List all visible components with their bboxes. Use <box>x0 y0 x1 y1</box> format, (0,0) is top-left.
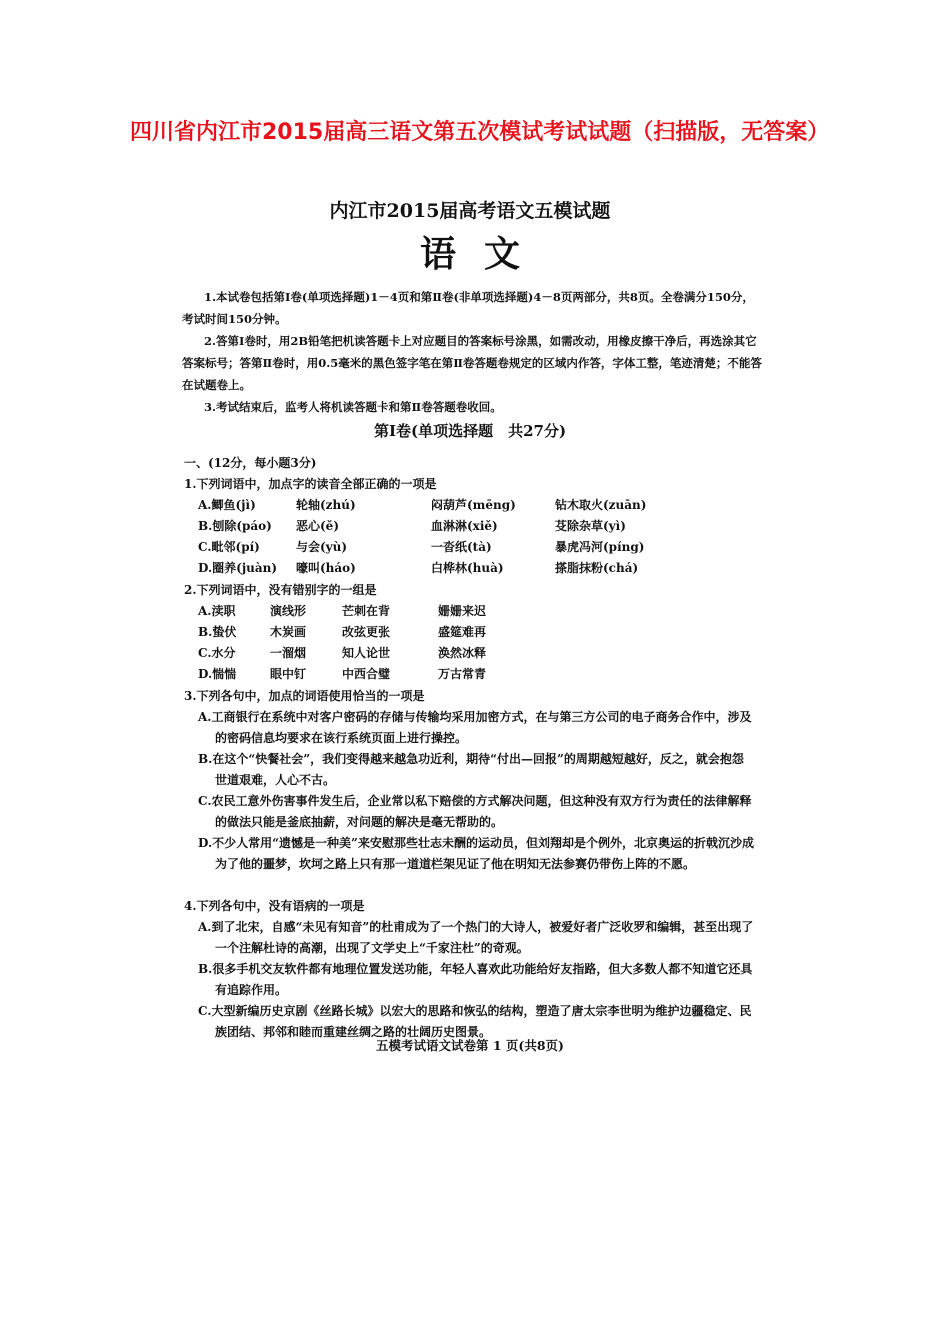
option-cell: 万古常青 <box>438 667 487 681</box>
option-cell: D.圈养(juàn) <box>198 561 278 575</box>
question-stem: 4.下列各句中，没有语病的一项是 <box>184 899 365 913</box>
option-cell: 芟除杂草(yì) <box>555 519 626 533</box>
option-cell: 与会(yù) <box>296 540 348 554</box>
option-cell: 钻木取火(zuān) <box>555 498 647 512</box>
option-cell: 演线形 <box>270 604 307 618</box>
option-cell: C.毗邻(pí) <box>198 540 260 554</box>
option-cell: B.蛰伏 <box>198 625 237 639</box>
option-cell: D.惴惴 <box>198 667 237 681</box>
page-footer: 五模考试语文试卷第 1 页(共8页) <box>376 1038 564 1053</box>
option-b: B.很多手机交友软件都有地理位置发送功能，年轻人喜欢此功能给好友指路，但大多数人都不知道它还具有追踪作用。 <box>198 962 753 997</box>
question-stem: 1.下列词语中，加点字的读音全部正确的一项是 <box>184 477 437 491</box>
question-stem: 3.下列各句中，加点的词语使用恰当的一项是 <box>184 689 425 703</box>
section-title: 第Ⅰ卷(单项选择题 共27分) <box>373 422 567 440</box>
question-stem: 2.下列词语中，没有错别字的一组是 <box>184 583 377 597</box>
option-cell: C.水分 <box>198 646 236 660</box>
option-cell: 轮轴(zhú) <box>296 498 356 512</box>
option-d: D.不少人常用“遗憾是一种美”来安慰那些壮志未酬的运动员，但刘翔却是个例外，北京奥运的折戟沉沙成为了他的噩梦，坎坷之路上只有那一道道栏架见证了他在明知无法参赛仍带伤上阵的不愿。 <box>198 836 754 871</box>
option-cell: 嚎叫(háo) <box>296 561 356 575</box>
option-cell: 一沓纸(tà) <box>431 540 492 554</box>
option-cell: 眼中钉 <box>270 667 307 681</box>
subject-heading: 语文 <box>419 233 548 275</box>
option-cell: 一溜烟 <box>270 646 307 660</box>
exam-title: 内江市2015届高考语文五模试题 <box>329 200 611 222</box>
instruction-item: 3.考试结束后，监考人将机读答题卡和第Ⅱ卷答题卷收回。 <box>204 400 502 414</box>
option-cell: 改弦更张 <box>342 625 391 639</box>
instruction-item: 1.本试卷包括第Ⅰ卷(单项选择题)1－4页和第Ⅱ卷(非单项选择题)4－8页两部分，共8页。全卷满分150分，考试时间150分钟。 <box>182 290 754 326</box>
option-cell: 恶心(ě) <box>296 519 339 533</box>
option-c: C.大型新编历史京剧《丝路长城》以宏大的思路和恢弘的结构，塑造了唐太宗李世明为维护边疆稳定、民族团结、邦邻和睦而重建丝绸之路的壮阔历史图景。 <box>198 1004 752 1039</box>
option-cell: 中西合璧 <box>342 667 391 681</box>
instructions <box>182 286 762 418</box>
scanned-exam-page <box>170 190 770 1090</box>
question-options <box>198 601 754 685</box>
part-heading: 一、(12分，每小题3分) <box>184 456 317 470</box>
option-a: A.到了北宋，自感“未见有知音”的杜甫成为了一个热门的大诗人，被爱好者广泛收罗和编辑，甚至出现了一个注解杜诗的高潮，出现了文学史上“千家注杜”的奇观。 <box>198 920 754 955</box>
option-cell: B.刨除(páo) <box>198 519 272 533</box>
option-b: B.在这个“快餐社会”，我们变得越来越急功近利，期待“付出—回报”的周期越短越好，反之，就会抱怨世道艰难，人心不古。 <box>198 752 744 787</box>
question-options <box>198 495 754 579</box>
document-title: 四川省内江市2015届高三语文第五次模试考试试题（扫描版，无答案） <box>130 120 830 145</box>
option-cell: 白桦林(huà) <box>431 561 504 575</box>
question-3 <box>184 686 754 875</box>
option-cell: 木炭画 <box>270 625 307 639</box>
instruction-item: 2.答第Ⅰ卷时，用2B铅笔把机读答题卡上对应题目的答案标号涂黑，如需改动，用橡皮擦干净后，再选涂其它答案标号；答第Ⅱ卷时，用0.5毫米的黑色签字笔在第Ⅱ卷答题卷规定的区域内作答，字体工整，笔迹清楚；不能答在试题卷上。 <box>182 334 762 392</box>
option-cell: 搽脂抹粉(chá) <box>555 561 639 575</box>
option-cell: 暴虎冯河(píng) <box>555 540 645 554</box>
option-cell: 血淋淋(xiě) <box>431 519 498 533</box>
option-a: A.工商银行在系统中对客户密码的存储与传输均采用加密方式，在与第三方公司的电子商务合作中，涉及的密码信息均要求在该行系统页面上进行操控。 <box>198 710 752 745</box>
option-cell: 涣然冰释 <box>438 646 487 660</box>
option-cell: A.渎职 <box>198 604 236 618</box>
option-cell: 姗姗来迟 <box>438 604 487 618</box>
question-4 <box>184 896 754 1043</box>
question-2 <box>184 580 754 685</box>
option-c: C.农民工意外伤害事件发生后，企业常以私下赔偿的方式解决问题，但这种没有双方行为责任的法律解释的做法只能是釜底抽薪，对问题的解决是毫无帮助的。 <box>198 794 752 829</box>
option-cell: 盛筵难再 <box>438 625 487 639</box>
option-cell: 闷葫芦(mēng) <box>431 498 516 512</box>
option-cell: 知人论世 <box>342 646 391 660</box>
option-cell: A.鲫鱼(jì) <box>198 498 256 512</box>
question-1 <box>184 474 754 579</box>
option-cell: 芒刺在背 <box>342 604 391 618</box>
